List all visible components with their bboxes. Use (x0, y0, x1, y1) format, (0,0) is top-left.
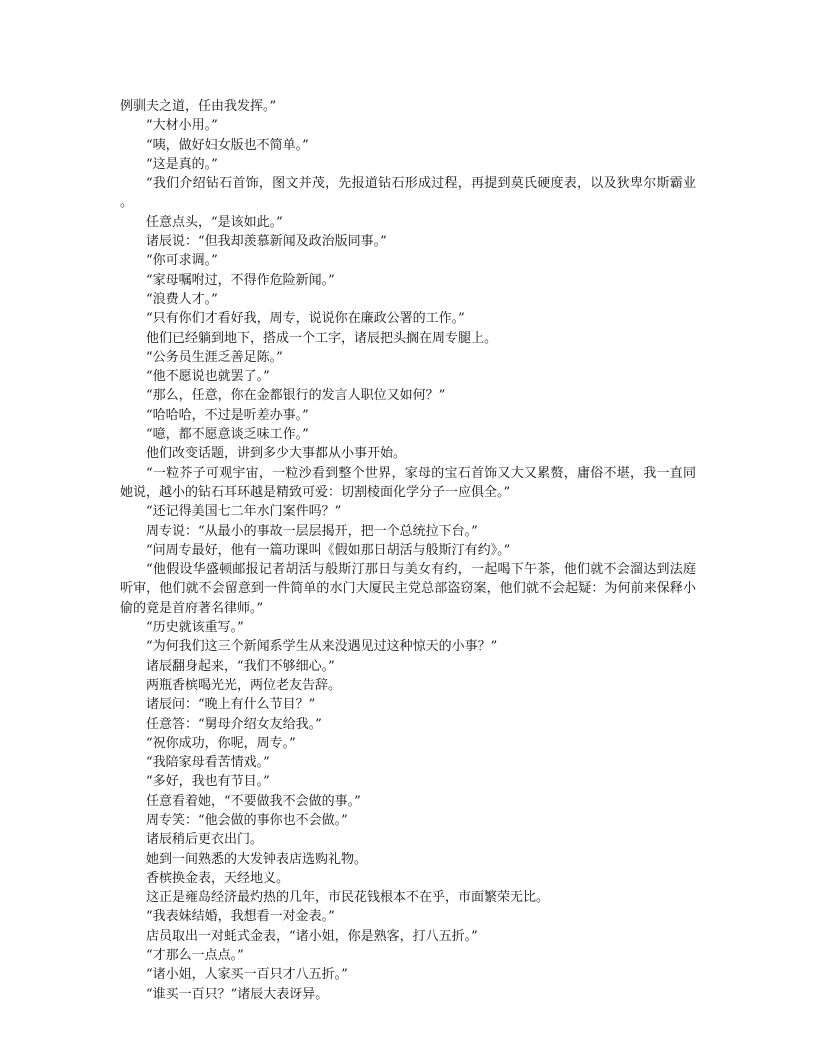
paragraph: “多好，我也有节目。” (146, 774, 270, 790)
paragraph: “我表妹结婚，我想看一对金表。” (146, 909, 335, 925)
paragraph: 这正是雍岛经济最灼热的几年，市民花钱根本不在乎，市面繁荣无比。 (146, 890, 550, 906)
paragraph: 例驯夫之道，任由我发挥。” (120, 99, 277, 114)
paragraph: “我们介绍钻石首饰，图文并茂，先报道钻石形成过程，再提到莫氏硬度表，以及狄卑尔斯霸业。 (120, 176, 696, 211)
paragraph: 诸辰稍后更衣出门。 (146, 832, 264, 848)
paragraph: “为何我们这三个新闻系学生从来没遇见过这种惊天的小事？” (146, 639, 498, 655)
paragraph: “哈哈哈，不过是听差办事。” (146, 407, 309, 423)
paragraph: 周专笑：“他会做的事你也不会做。” (146, 812, 348, 828)
document-page (120, 97, 696, 1004)
paragraph: “公务员生涯乏善足陈。” (146, 349, 283, 365)
paragraph: 诸辰翻身起来，“我们不够细心。” (146, 658, 335, 674)
paragraph: “家母嘱咐过，不得作危险新闻。” (146, 272, 335, 288)
paragraph: 两瓶香槟喝光光，两位老友告辞。 (146, 677, 342, 693)
paragraph: 他们改变话题，讲到多少大事都从小事开始。 (146, 446, 407, 462)
paragraph: “诸小姐，人家买一百只才八五折。” (146, 967, 348, 983)
paragraph: “噫，都不愿意谈乏味工作。” (146, 427, 309, 443)
paragraph: “这是真的。” (146, 156, 218, 172)
paragraph: “你可求调。” (146, 253, 218, 269)
paragraph: “我陪家母看苦情戏。” (146, 755, 270, 771)
paragraph: “那么，任意，你在金都银行的发言人职位又如何？” (146, 388, 446, 404)
paragraph: “咦，做好妇女版也不简单。” (146, 137, 309, 153)
paragraph: 店员取出一对蚝式金表，“诸小姐，你是熟客，打八五折。” (146, 928, 478, 944)
paragraph: “一粒芥子可观宇宙，一粒沙看到整个世界，家母的宝石首饰又大又累赘，庸俗不堪，我一直同她说，越小的钻石耳环越是精致可爱：切割棱面化学分子一应俱全。” (120, 465, 696, 500)
paragraph: “他假设华盛顿邮报记者胡活与般斯汀那日与美女有约，一起喝下午茶，他们就不会溜达到法庭听审，他们就不会留意到一件简单的水门大厦民主党总部盗窃案，他们就不会起疑：为何前来保释小偷的竟是首府著名律师。” (120, 562, 696, 616)
paragraph: “历史就该重写。” (146, 620, 244, 636)
paragraph: 任意点头，“是该如此。” (146, 214, 283, 230)
paragraph: 任意看着她，“不要做我不会做的事。” (146, 793, 361, 809)
paragraph: 诸辰说：“但我却羡慕新闻及政治版同事。” (146, 234, 387, 250)
paragraph: “祝你成功，你呢，周专。” (146, 735, 296, 751)
paragraph: “浪费人才。” (146, 291, 218, 307)
paragraph: 周专说：“从最小的事故一层层揭开，把一个总统拉下台。” (146, 523, 478, 539)
paragraph: 她到一间熟悉的大发钟表店选购礼物。 (146, 851, 368, 867)
paragraph: “才那么一点点。” (146, 948, 244, 964)
paragraph: “大材小用。” (146, 118, 218, 134)
paragraph: “只有你们才看好我，周专，说说你在廉政公署的工作。” (146, 311, 465, 327)
paragraph: 诸辰问：“晚上有什么节目？” (146, 697, 316, 713)
paragraph: “他不愿说也就罢了。” (146, 369, 270, 385)
paragraph: “还记得美国七二年水门案件吗？” (146, 504, 342, 520)
paragraph: 他们已经躺到地下，搭成一个工字，诸辰把头搁在周专腿上。 (146, 330, 498, 346)
paragraph: 任意答：“舅母介绍女友给我。” (146, 716, 322, 732)
paragraph: 香槟换金表，天经地义。 (146, 870, 290, 886)
paragraph: “谁买一百只？”诸辰大表讶异。 (146, 986, 329, 1002)
paragraph: “问周专最好，他有一篇功课叫《假如那日胡活与般斯汀有约》。” (146, 542, 511, 558)
